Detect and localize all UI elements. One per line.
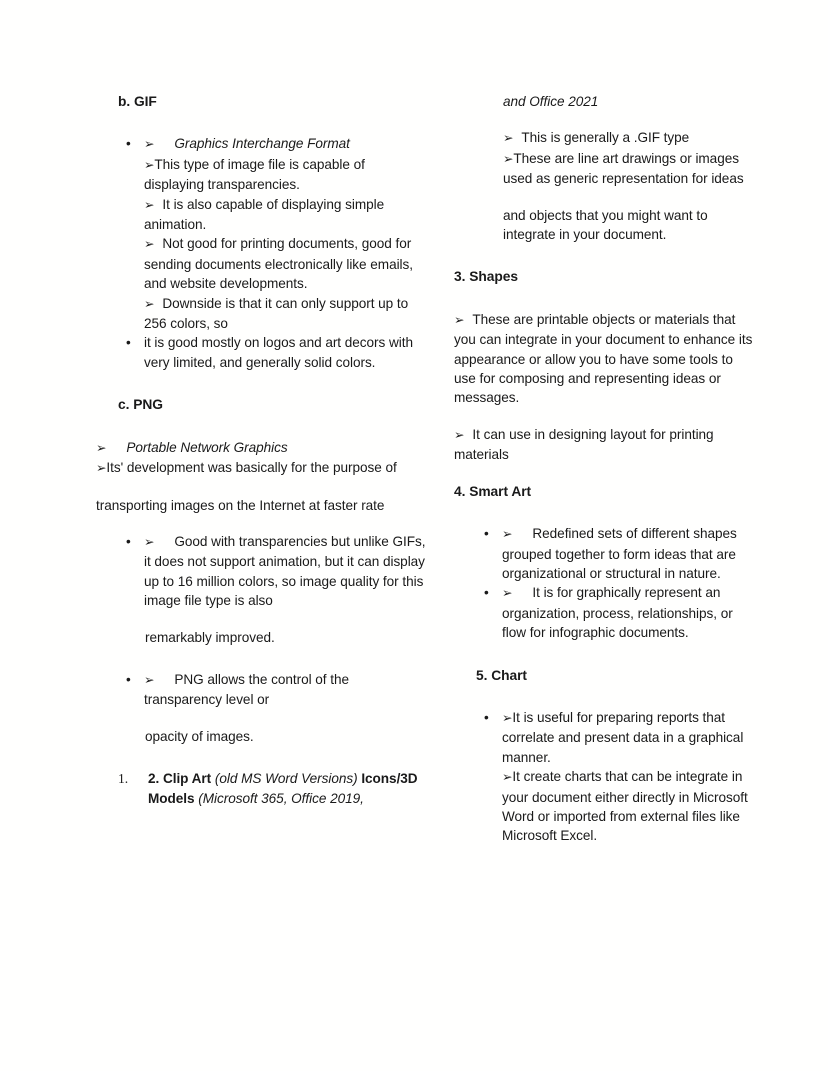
smart-art-bullet-1-text xyxy=(502,524,756,583)
spacer xyxy=(88,611,428,628)
spacer xyxy=(446,244,756,267)
arrow-bullet-icon: ➢ xyxy=(144,197,155,212)
spacer xyxy=(88,479,428,496)
png-intro-block xyxy=(96,438,428,479)
smart-art-bullet-2: It is for graphically represent an organization, process, relationships, or flow for infographic documents. xyxy=(502,585,733,641)
arrow-bullet-icon: ➢ xyxy=(502,770,513,785)
heading-smart-art: 4. Smart Art xyxy=(454,483,532,499)
spacer xyxy=(446,465,756,482)
arrow-bullet-icon: ➢ xyxy=(144,137,155,152)
clip-art-italic-2: (Microsoft 365, Office 2019, xyxy=(198,790,364,806)
arrow-bullet-icon: ➢ xyxy=(503,151,514,166)
smart-art-bullet-1: Redefined sets of different shapes grouped together to form ideas that are organizational or structural in nature. xyxy=(502,526,737,581)
list-item xyxy=(476,708,756,846)
bullet-dot: • xyxy=(126,136,131,152)
bullet-dot: • xyxy=(484,585,489,601)
clipart-arrow-2: These are line art drawings or images used as generic representation for ideas xyxy=(503,150,744,187)
bullet-dot: • xyxy=(126,533,131,549)
spacer xyxy=(446,287,756,310)
right-column xyxy=(446,92,756,846)
list-item-numbered xyxy=(118,769,428,808)
gif-arrow-line-5: Downside is that it can only support up to 256 colors, so xyxy=(144,295,409,332)
smart-art-bullet-2-text xyxy=(502,583,756,642)
continuation-italic: and Office 2021 xyxy=(503,94,599,109)
bullet-dot: • xyxy=(126,671,131,687)
list-item xyxy=(118,134,428,333)
png-paragraph: transporting images on the Internet at faster rate xyxy=(96,497,385,513)
arrow-bullet-icon: ➢ xyxy=(96,440,107,455)
arrow-bullet-icon: ➢ xyxy=(503,131,514,146)
arrow-bullet-icon: ➢ xyxy=(454,427,465,442)
spacer xyxy=(88,415,428,438)
arrow-bullet-icon: ➢ xyxy=(144,534,155,549)
list-item xyxy=(118,670,428,710)
gif-arrow-line-4: Not good for printing documents, good for sending documents electronically like emails, and website developments. xyxy=(144,236,414,292)
arrow-bullet-icon: ➢ xyxy=(144,237,155,252)
chart-bullet-1-text xyxy=(502,708,756,846)
gif-arrow-line-2: This type of image file is capable of displaying transparencies. xyxy=(144,156,365,193)
spacer xyxy=(446,643,756,666)
png-bullet-2-body: PNG allows the control of the transparency level or xyxy=(144,671,349,708)
list-item xyxy=(118,532,428,611)
chart-bullet-1a: It is useful for preparing reports that correlate and present data in a graphical manner. xyxy=(502,709,744,765)
list-item xyxy=(476,524,756,583)
two-column-body xyxy=(0,92,828,846)
clip-art-bold-2: Icons/3D Models xyxy=(148,771,418,806)
list-number: 1. xyxy=(118,771,129,787)
png-bullet-2-text xyxy=(144,670,428,710)
clipart-arrow-1: This is generally a .GIF type xyxy=(521,130,690,146)
png-arrow-1: Portable Network Graphics xyxy=(126,439,288,455)
spacer xyxy=(446,685,756,708)
shapes-arrow-1: These are printable objects or materials that you can integrate in your document to enhance its appearance or allow you to have some tools to use for composing and representing ideas or messages. xyxy=(454,311,753,406)
clip-art-bold-1: 2. Clip Art xyxy=(148,771,212,787)
bullet-dot: • xyxy=(484,526,489,542)
gif-arrow-line-3: It is also capable of displaying simple animation. xyxy=(144,196,385,233)
arrow-bullet-icon: ➢ xyxy=(96,461,107,476)
bullet-dot: • xyxy=(126,335,131,351)
chart-bullet-1b: It create charts that can be integrate in your document either directly in Microsoft Word or imported from external files like Microsoft Excel. xyxy=(502,769,748,844)
arrow-bullet-icon: ➢ xyxy=(144,157,155,172)
heading-gif: b. GIF xyxy=(118,94,157,109)
list-item xyxy=(476,583,756,642)
png-bullet-1-text xyxy=(144,532,428,611)
spacer xyxy=(446,408,756,425)
spacer xyxy=(446,501,756,524)
clip-art-text xyxy=(148,769,428,808)
gif-bullet-1-text xyxy=(144,134,428,333)
spacer xyxy=(88,515,428,532)
left-column xyxy=(88,92,428,808)
png-bullet-1-body: Good with transparencies but unlike GIFs, it does not support animation, but it can display up to 16 million colors, so image quality for this image file type is also xyxy=(144,533,426,609)
spacer xyxy=(88,372,428,395)
png-arrow-2: Its' development was basically for the purpose of xyxy=(106,460,397,476)
clipart-paragraph: and objects that you might want to integrate in your document. xyxy=(503,207,708,243)
bullet-dot: • xyxy=(484,709,489,725)
shapes-arrow-1-block xyxy=(454,310,756,408)
shapes-arrow-2-block xyxy=(454,425,756,465)
spacer xyxy=(88,111,428,134)
arrow-bullet-icon: ➢ xyxy=(502,527,513,542)
shapes-arrow-2: It can use in designing layout for printing materials xyxy=(454,426,714,463)
spacer xyxy=(446,189,756,206)
arrow-bullet-icon: ➢ xyxy=(144,296,155,311)
clip-art-italic-1: (old MS Word Versions) xyxy=(214,771,358,787)
arrow-bullet-icon: ➢ xyxy=(502,586,513,601)
arrow-bullet-icon: ➢ xyxy=(502,710,513,725)
continuation-line xyxy=(503,92,756,111)
clipart-arrow-block xyxy=(503,128,756,188)
spacer xyxy=(88,710,428,727)
arrow-bullet-icon: ➢ xyxy=(144,672,155,687)
heading-shapes: 3. Shapes xyxy=(454,269,518,285)
list-item xyxy=(118,333,428,372)
heading-png: c. PNG xyxy=(118,397,163,413)
heading-chart: 5. Chart xyxy=(476,667,527,683)
spacer xyxy=(88,647,428,670)
png-bullet-1-tail: remarkably improved. xyxy=(145,629,275,645)
gif-arrow-line-1: Graphics Interchange Format xyxy=(174,136,350,152)
png-bullet-2-tail: opacity of images. xyxy=(145,728,254,744)
gif-bullet-2-text: it is good mostly on logos and art decors with very limited, and generally solid colors. xyxy=(144,335,413,370)
arrow-bullet-icon: ➢ xyxy=(454,312,465,327)
spacer xyxy=(446,111,756,128)
spacer xyxy=(88,746,428,769)
